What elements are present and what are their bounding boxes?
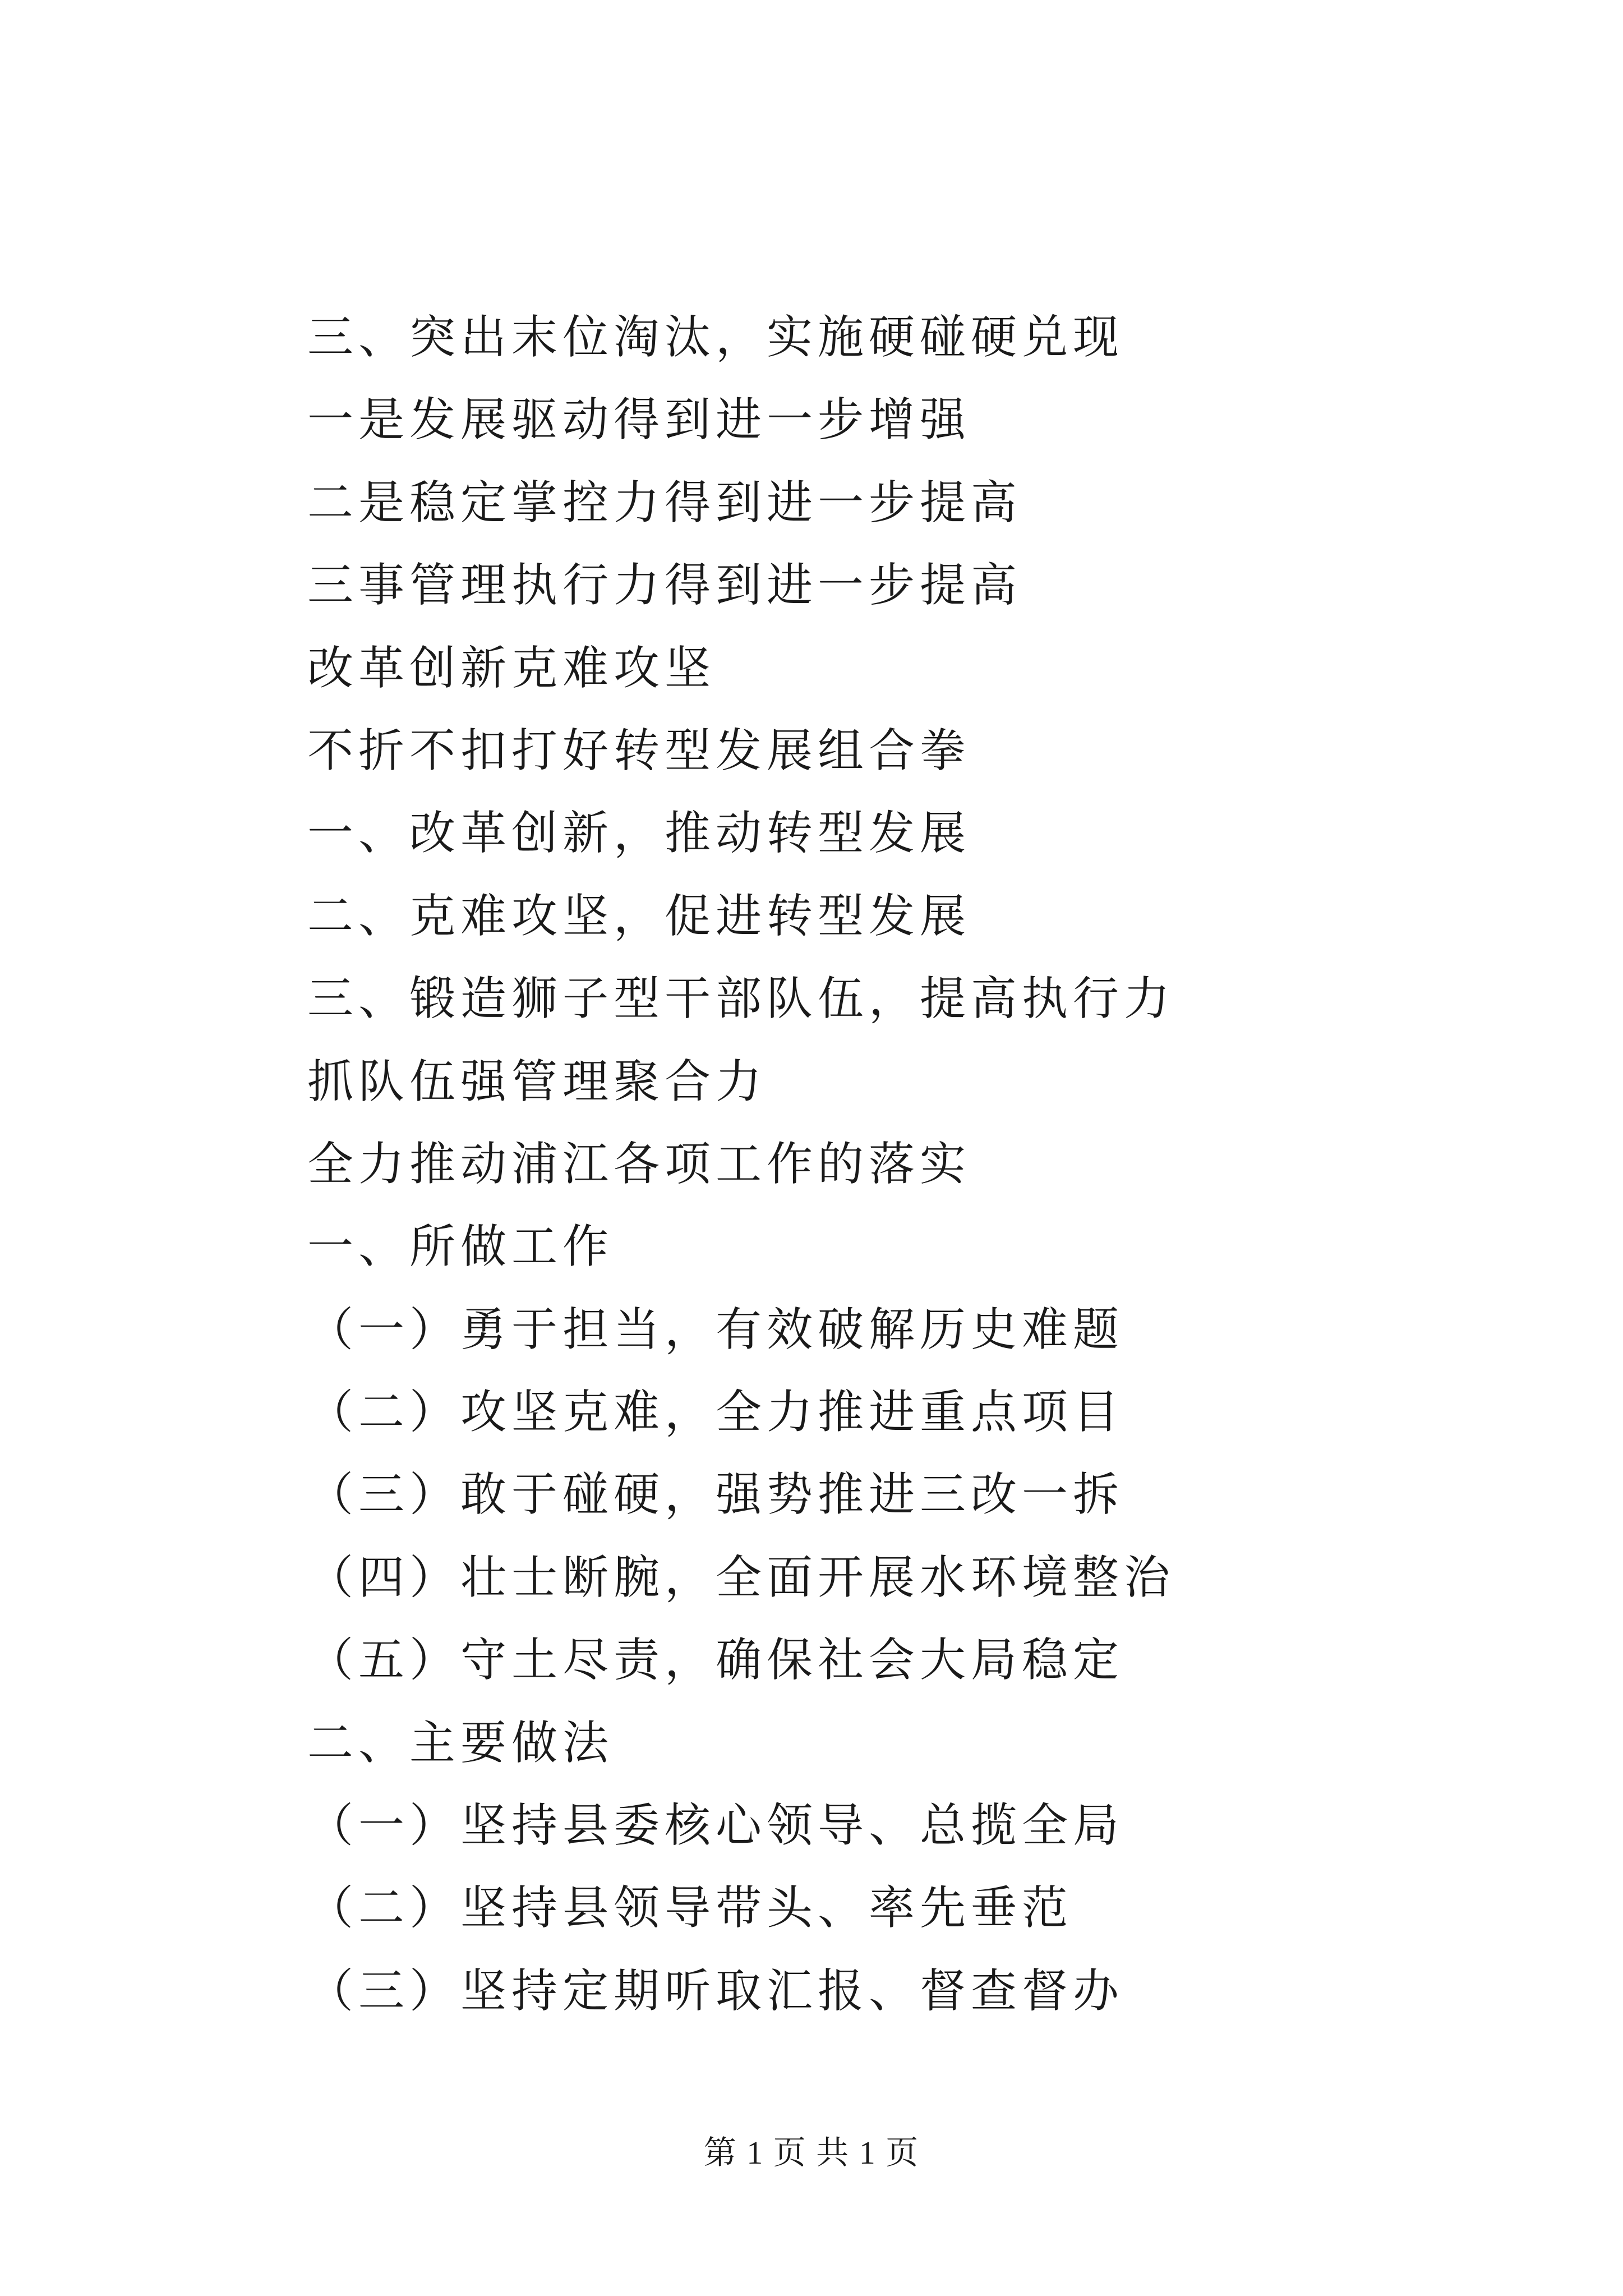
text-line: 二是稳定掌控力得到进一步提高: [307, 476, 1022, 530]
text-line: 三、锻造狮子型干部队伍，提高执行力: [307, 972, 1175, 1026]
text-line: （二）攻坚克难，全力推进重点项目: [307, 1386, 1124, 1439]
text-line: 一、所做工作: [307, 1220, 614, 1274]
text-line: 三、突出末位淘汰，实施硬碰硬兑现: [307, 311, 1124, 364]
text-line: （四）壮士断腕，全面开展水环境整治: [307, 1550, 1175, 1604]
text-line: 改革创新克难攻坚: [307, 641, 716, 695]
document-body: [307, 302, 1429, 2038]
text-line: （五）守土尽责，确保社会大局稳定: [307, 1634, 1124, 1687]
text-line: （一）坚持县委核心领导、总揽全局: [307, 1799, 1124, 1853]
text-line: 全力推动浦江各项工作的落实: [307, 1137, 971, 1191]
text-line: 一是发展驱动得到进一步增强: [307, 393, 971, 447]
text-line: 不折不扣打好转型发展组合拳: [307, 724, 971, 777]
text-line: 一、改革创新，推动转型发展: [307, 807, 971, 861]
text-line: （二）坚持县领导带头、率先垂范: [307, 1881, 1073, 1935]
text-line: 二、克难攻坚，促进转型发展: [307, 889, 971, 943]
text-line: （三）敢于碰硬，强势推进三改一拆: [307, 1468, 1124, 1522]
text-line: （三）坚持定期听取汇报、督查督办: [307, 1964, 1124, 2018]
text-line: 二、主要做法: [307, 1716, 614, 1770]
page-footer: 第 1 页 共 1 页: [703, 2134, 920, 2171]
text-line: 三事管理执行力得到进一步提高: [307, 559, 1022, 613]
text-line: 抓队伍强管理聚合力: [307, 1055, 767, 1108]
text-line: （一）勇于担当，有效破解历史难题: [307, 1303, 1124, 1356]
